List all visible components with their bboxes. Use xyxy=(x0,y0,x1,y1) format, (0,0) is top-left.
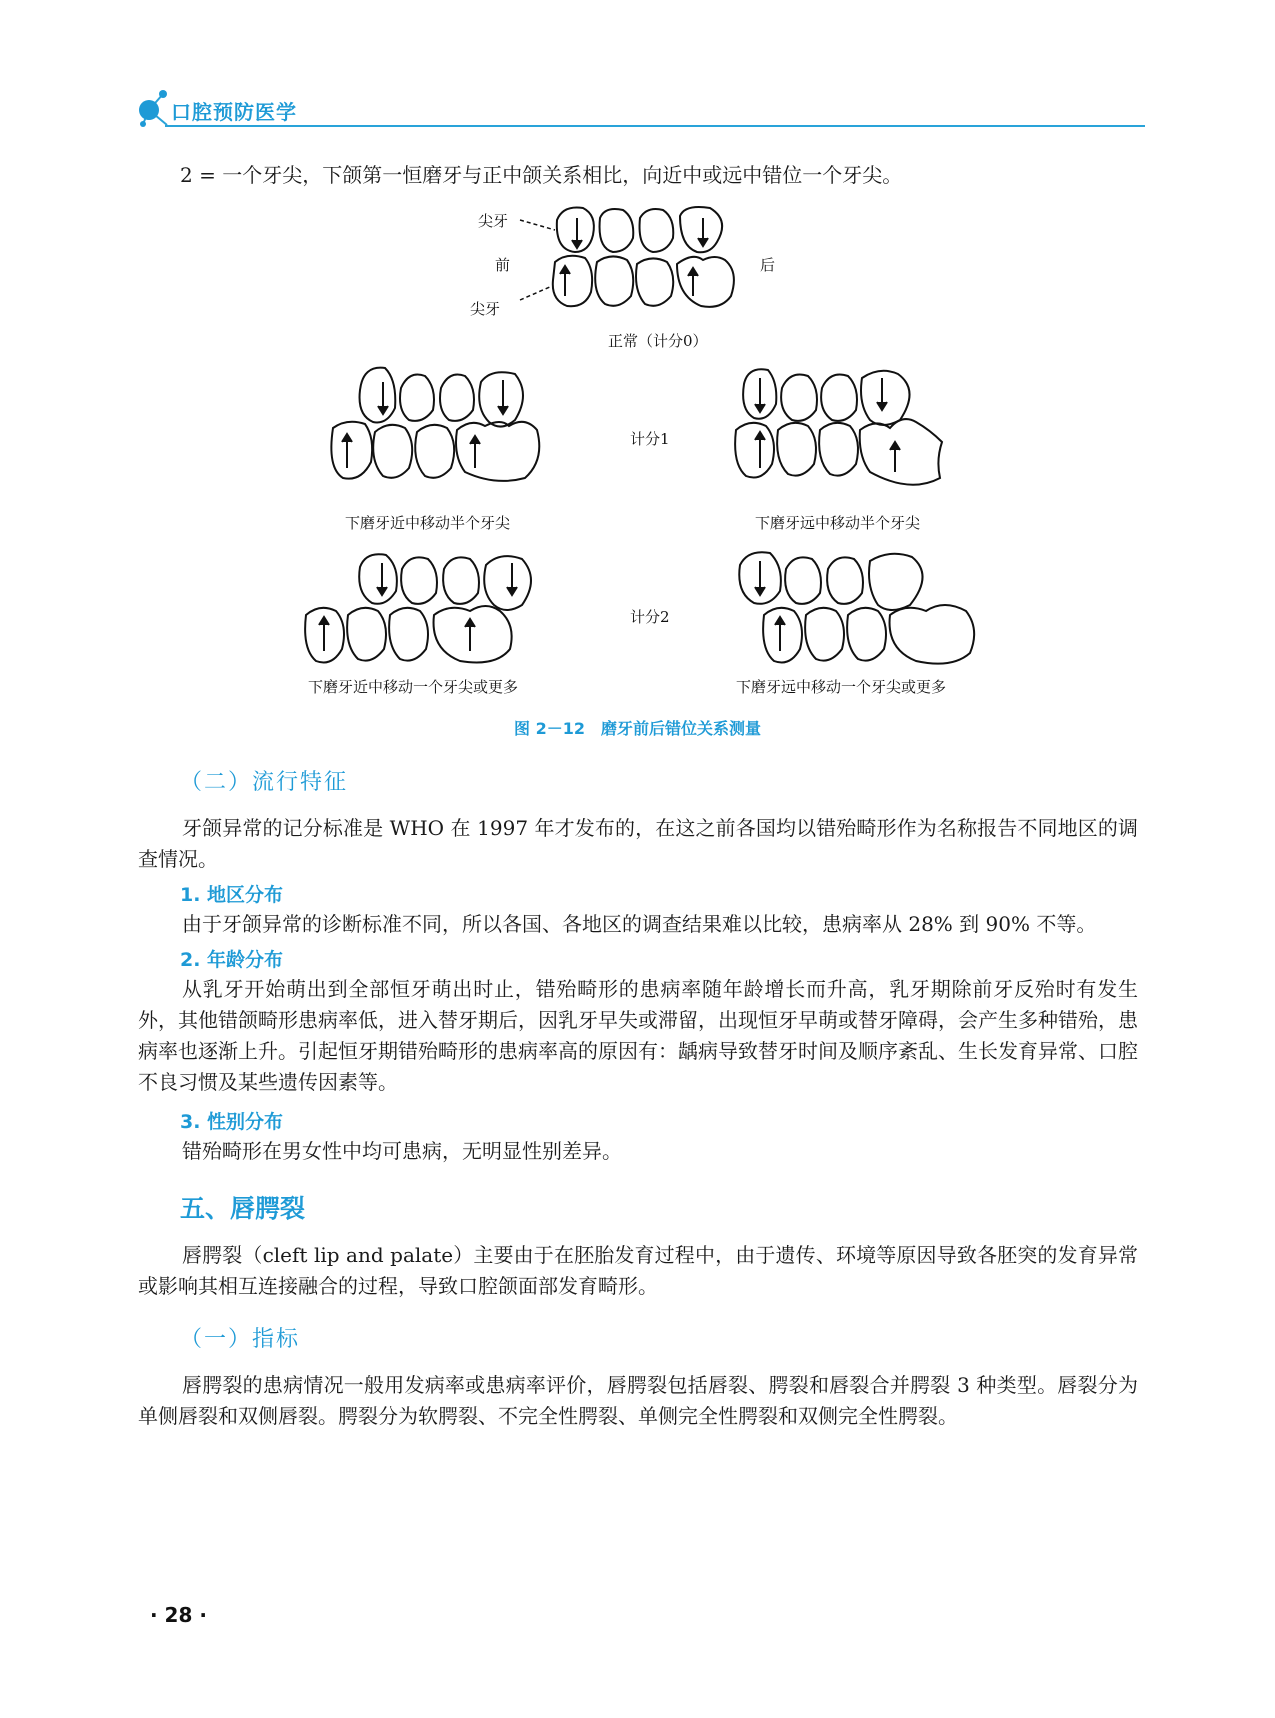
header-title: 口腔预防医学 xyxy=(171,100,297,124)
running-header xyxy=(135,88,1145,128)
section-cleft-heading: 五、唇腭裂 xyxy=(180,1194,306,1223)
section-epidemiology-heading: （二）流行特征 xyxy=(180,770,349,795)
cleft-intro: 唇腭裂（cleft lip and palate）主要由于在胚胎发育过程中，由于遗传、环境等原因导致各胚突的发育异常或影响其相互连接融合的过程，导致口腔颌面部发育畸形。 xyxy=(138,1243,1138,1298)
score1-label: 计分1 xyxy=(630,430,670,448)
cleft-sub-text: 唇腭裂的患病情况一般用发病率或患病率评价，唇腭裂包括唇裂、腭裂和唇裂合并腭裂 3 种类型。唇裂分为单侧唇裂和双侧唇裂。腭裂分为软腭裂、不完全性腭裂、单侧完全性腭裂和双侧完全性腭裂。 xyxy=(138,1373,1138,1428)
front-label: 前 xyxy=(495,256,511,274)
item-2-text: 从乳牙开始萌出到全部恒牙萌出时止，错殆畸形的患病率随年龄增长而升高，乳牙期除前牙反殆时有发生外，其他错颌畸形患病率低，进入替牙期后，因乳牙早失或滞留，出现恒牙早萌或替牙障碍，会产生多种错殆，患病率也逐渐上升。引起恒牙期错殆畸形的患病率高的原因有：龋病导致替牙时间及顺序紊乱、生长发育异常、口腔不良习惯及某些遗传因素等。 xyxy=(138,977,1138,1094)
back-label: 后 xyxy=(760,256,776,274)
normal-caption: 正常（计分0） xyxy=(608,332,708,350)
figure-r2-left-teeth xyxy=(300,545,570,675)
r1-left-label: 下磨牙近中移动半个牙尖 xyxy=(345,514,511,532)
item-3-heading: 3. 性别分布 xyxy=(180,1111,284,1133)
molecule-logo-icon xyxy=(135,88,175,128)
item-1-text: 由于牙颌异常的诊断标准不同，所以各国、各地区的调查结果难以比较，患病率从 28% 到 90% 不等。 xyxy=(182,912,1097,936)
figure-r1-right-teeth xyxy=(730,360,960,500)
lower-canine-label: 尖牙 xyxy=(470,300,501,318)
page-number: · 28 · xyxy=(150,1603,207,1627)
r2-right-label: 下磨牙远中移动一个牙尖或更多 xyxy=(736,678,947,696)
cleft-sub-heading: （一）指标 xyxy=(180,1327,301,1352)
header-rule xyxy=(165,125,1145,127)
r1-right-label: 下磨牙远中移动半个牙尖 xyxy=(755,514,921,532)
figure-caption: 图 2－12 磨牙前后错位关系测量 xyxy=(514,719,761,738)
epidemiology-intro: 牙颌异常的记分标准是 WHO 在 1997 年才发布的，在这之前各国均以错殆畸形作为名称报告不同地区的调查情况。 xyxy=(138,816,1138,871)
score2-label: 计分2 xyxy=(630,608,670,626)
upper-canine-label: 尖牙 xyxy=(478,212,509,230)
item-2-heading: 2. 年龄分布 xyxy=(180,949,284,971)
canine-pointer-lines xyxy=(500,200,580,320)
figure-r1-left-teeth xyxy=(325,360,555,500)
item-3-text: 错殆畸形在男女性中均可患病，无明显性别差异。 xyxy=(182,1139,622,1163)
intro-line: 2 = 一个牙尖，下颌第一恒磨牙与正中颌关系相比，向近中或远中错位一个牙尖。 xyxy=(180,163,903,187)
r2-left-label: 下磨牙近中移动一个牙尖或更多 xyxy=(308,678,519,696)
figure-r2-right-teeth xyxy=(730,545,990,675)
item-1-heading: 1. 地区分布 xyxy=(180,884,284,906)
